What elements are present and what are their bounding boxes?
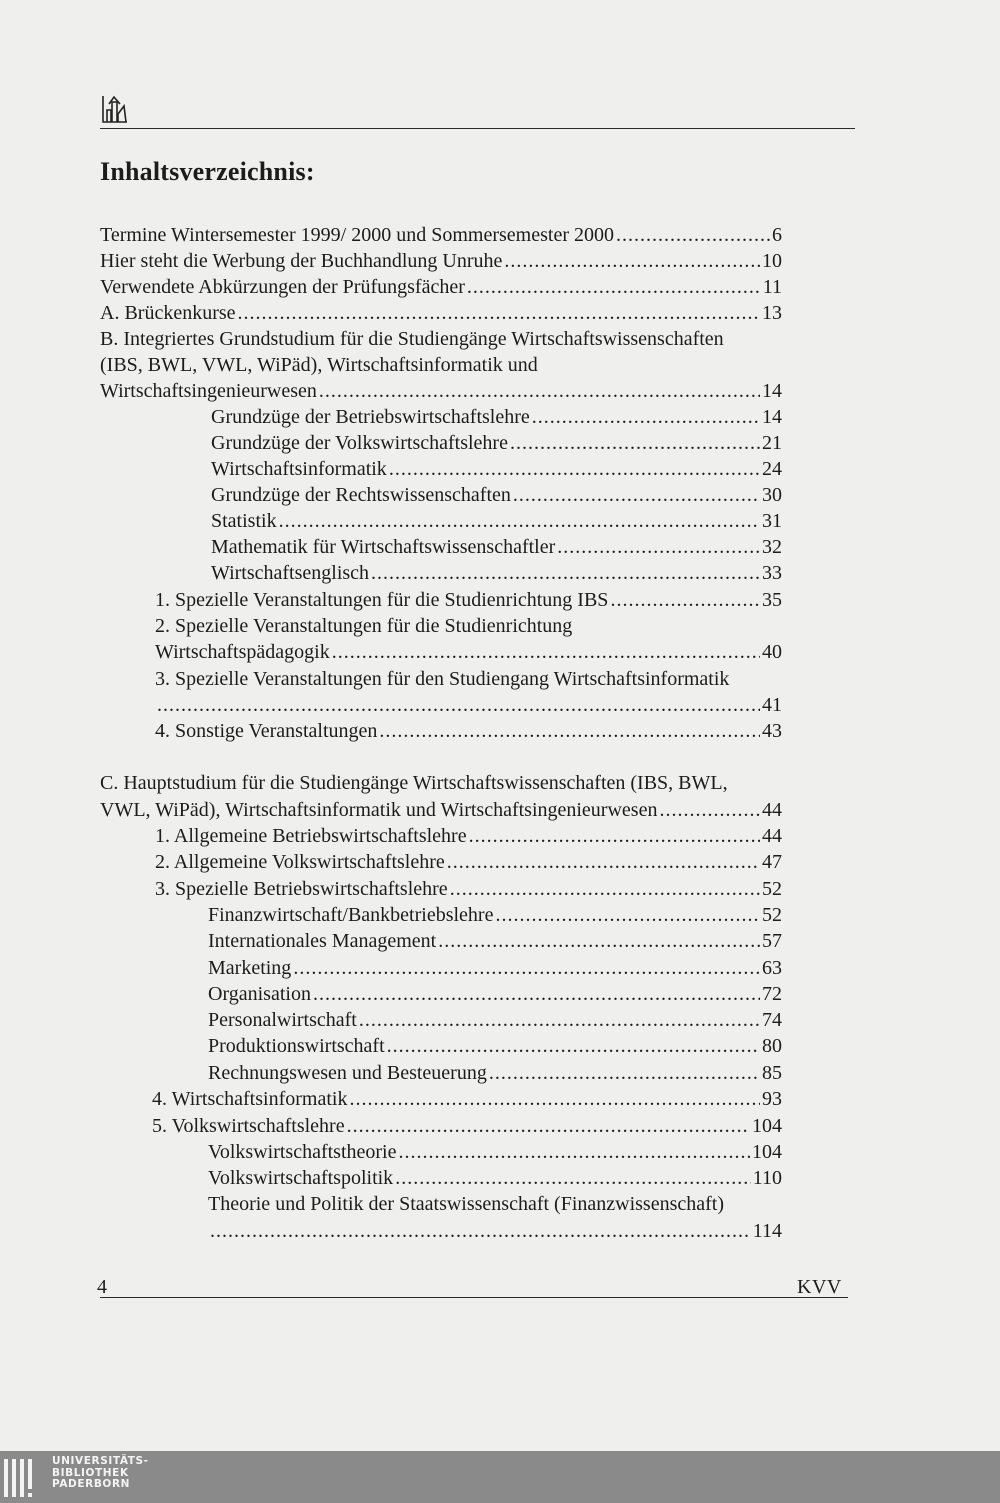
toc-entry bbox=[211, 534, 782, 560]
toc-entry-label: Volkswirtschaftstheorie bbox=[208, 1141, 397, 1163]
toc-entry-page: 52 bbox=[762, 878, 782, 900]
publisher-logo-icon bbox=[100, 92, 130, 126]
library-name bbox=[52, 1456, 149, 1491]
toc-leader-dots bbox=[238, 300, 760, 326]
toc-entry bbox=[155, 876, 782, 902]
toc-leader-dots bbox=[510, 430, 760, 456]
toc-entry-page: 21 bbox=[762, 432, 782, 454]
toc-entry-page: 47 bbox=[762, 851, 782, 873]
toc-entry-label: Grundzüge der Betriebswirtschaftslehre bbox=[211, 406, 530, 428]
toc-entry bbox=[208, 902, 782, 928]
library-watermark-bar bbox=[0, 1451, 1000, 1503]
toc-entry-page: 13 bbox=[762, 302, 782, 324]
toc-leader-dots bbox=[379, 718, 760, 744]
toc-entry-line: 3. Spezielle Veranstaltungen für den Studiengang Wirtschaftsinformatik bbox=[155, 668, 730, 690]
toc-entry-page: 43 bbox=[762, 720, 782, 742]
toc-entry-page: 31 bbox=[762, 510, 782, 532]
toc-leader-dots bbox=[395, 1165, 751, 1191]
toc-entry-label: Produktionswirtschaft bbox=[208, 1035, 385, 1057]
toc-entry-page: 110 bbox=[752, 1167, 782, 1189]
toc-entry-label: 2. Allgemeine Volkswirtschaftslehre bbox=[155, 851, 445, 873]
toc-leader-dots bbox=[157, 692, 760, 718]
toc-leader-dots bbox=[447, 849, 760, 875]
toc-entry bbox=[208, 1218, 782, 1244]
toc-entry bbox=[100, 378, 782, 404]
toc-leader-dots bbox=[359, 1007, 760, 1033]
footer-page-number: 4 bbox=[97, 1276, 107, 1298]
toc-entry bbox=[155, 587, 782, 613]
toc-entry-page: 44 bbox=[762, 799, 782, 821]
toc-entry bbox=[100, 797, 782, 823]
toc-entry bbox=[155, 692, 782, 718]
toc-entry-page: 72 bbox=[762, 983, 782, 1005]
toc-leader-dots bbox=[616, 222, 770, 248]
toc-leader-dots bbox=[279, 508, 760, 534]
toc-leader-dots bbox=[659, 797, 760, 823]
toc-entry bbox=[208, 1165, 782, 1191]
toc-entry bbox=[155, 823, 782, 849]
toc-entry bbox=[211, 430, 782, 456]
toc-entry-label: Termine Wintersemester 1999/ 2000 und Sommersemester 2000 bbox=[100, 224, 614, 246]
toc-entry bbox=[211, 456, 782, 482]
toc-leader-dots bbox=[450, 876, 760, 902]
toc-entry bbox=[152, 1086, 782, 1112]
toc-entry bbox=[155, 718, 782, 744]
toc-entry-page: 24 bbox=[762, 458, 782, 480]
toc-entry-page: 35 bbox=[762, 589, 782, 611]
toc-entry-label: Grundzüge der Rechtswissenschaften bbox=[211, 484, 511, 506]
toc-entry-line: 2. Spezielle Veranstaltungen für die Studienrichtung bbox=[155, 615, 573, 637]
toc-entry-label: Personalwirtschaft bbox=[208, 1009, 357, 1031]
toc-entry-label: 1. Allgemeine Betriebswirtschaftslehre bbox=[155, 825, 467, 847]
toc-leader-dots bbox=[319, 378, 760, 404]
toc-entry-page: 93 bbox=[762, 1088, 782, 1110]
toc-leader-dots bbox=[210, 1218, 751, 1244]
toc-entry bbox=[211, 560, 782, 586]
toc-entry bbox=[155, 639, 782, 665]
library-name-line: PADERBORN bbox=[52, 1478, 131, 1490]
toc-leader-dots bbox=[610, 587, 760, 613]
toc-entry bbox=[208, 928, 782, 954]
footer-code: KVV bbox=[797, 1276, 842, 1298]
toc-entry bbox=[100, 222, 782, 248]
toc-entry-label: VWL, WiPäd), Wirtschaftsinformatik und Wirtschaftsingenieurwesen bbox=[100, 799, 658, 821]
toc-entry bbox=[208, 1033, 782, 1059]
toc-entry-page: 44 bbox=[762, 825, 782, 847]
toc-leader-dots bbox=[399, 1139, 751, 1165]
toc-entry-label: 4. Sonstige Veranstaltungen bbox=[155, 720, 378, 742]
toc-leader-dots bbox=[504, 248, 760, 274]
toc-entry-label: Marketing bbox=[208, 957, 292, 979]
toc-entry-page: 30 bbox=[762, 484, 782, 506]
toc-entry-page: 14 bbox=[762, 406, 782, 428]
toc-entry-page: 57 bbox=[762, 930, 782, 952]
toc-entry-page: 33 bbox=[762, 562, 782, 584]
toc-entry-page: 11 bbox=[762, 276, 782, 298]
toc-leader-dots bbox=[387, 1033, 760, 1059]
toc-entry-label: 5. Volkswirtschaftslehre bbox=[152, 1115, 345, 1137]
toc-entry bbox=[211, 404, 782, 430]
toc-entry-page: 40 bbox=[762, 641, 782, 663]
toc-entry-page: 52 bbox=[762, 904, 782, 926]
toc-entry-line: Theorie und Politik der Staatswissenschaft (Finanzwissenschaft) bbox=[208, 1193, 724, 1215]
toc-entry bbox=[208, 955, 782, 981]
toc-entry-label: Grundzüge der Volkswirtschaftslehre bbox=[211, 432, 508, 454]
toc-entry-label: Volkswirtschaftspolitik bbox=[208, 1167, 394, 1189]
toc-entry-page: 32 bbox=[762, 536, 782, 558]
toc-leader-dots bbox=[467, 274, 761, 300]
toc-entry-page: 14 bbox=[762, 380, 782, 402]
library-name-line: UNIVERSITÄTS- bbox=[52, 1455, 149, 1467]
toc-entry-page: 6 bbox=[772, 224, 782, 246]
toc-entry-label: Wirtschaftsingenieurwesen bbox=[100, 380, 317, 402]
library-logo-icon bbox=[4, 1459, 38, 1499]
toc-leader-dots bbox=[469, 823, 760, 849]
toc-entry-page: 104 bbox=[752, 1141, 782, 1163]
toc-entry-page: 63 bbox=[762, 957, 782, 979]
toc-entry bbox=[208, 1139, 782, 1165]
toc-entry-page: 114 bbox=[752, 1220, 782, 1242]
toc-entry bbox=[100, 274, 782, 300]
toc-entry-label: Verwendete Abkürzungen der Prüfungsfächer bbox=[100, 276, 465, 298]
toc-leader-dots bbox=[389, 456, 760, 482]
toc-entry-line: C. Hauptstudium für die Studiengänge Wirtschaftswissenschaften (IBS, BWL, bbox=[100, 772, 728, 794]
toc-entry bbox=[208, 1060, 782, 1086]
toc-entry bbox=[152, 1113, 782, 1139]
toc-entry-page: 104 bbox=[752, 1115, 782, 1137]
toc-entry-label: Rechnungswesen und Besteuerung bbox=[208, 1062, 487, 1084]
toc-entry-label: Organisation bbox=[208, 983, 311, 1005]
toc-entry-label: 3. Spezielle Betriebswirtschaftslehre bbox=[155, 878, 448, 900]
toc-entry-label: Finanzwirtschaft/Bankbetriebslehre bbox=[208, 904, 494, 926]
toc-entry-page: 74 bbox=[762, 1009, 782, 1031]
page-title: Inhaltsverzeichnis: bbox=[100, 157, 315, 186]
toc-leader-dots bbox=[513, 482, 760, 508]
toc-leader-dots bbox=[532, 404, 760, 430]
toc-entry-page: 10 bbox=[762, 250, 782, 272]
toc-entry bbox=[155, 849, 782, 875]
toc-entry bbox=[208, 1007, 782, 1033]
toc-entry-label: 4. Wirtschaftsinformatik bbox=[152, 1088, 348, 1110]
toc-entry bbox=[208, 981, 782, 1007]
toc-leader-dots bbox=[489, 1060, 760, 1086]
toc-leader-dots bbox=[313, 981, 760, 1007]
toc-leader-dots bbox=[349, 1086, 760, 1112]
toc-leader-dots bbox=[371, 560, 760, 586]
toc-entry-label: Wirtschaftsinformatik bbox=[211, 458, 387, 480]
toc-leader-dots bbox=[293, 955, 760, 981]
toc-entry bbox=[100, 248, 782, 274]
toc-entry-label: A. Brückenkurse bbox=[100, 302, 236, 324]
toc-entry-label: Mathematik für Wirtschaftswissenschaftler bbox=[211, 536, 556, 558]
toc-leader-dots bbox=[438, 928, 760, 954]
toc-entry-line: (IBS, BWL, VWL, WiPäd), Wirtschaftsinformatik und bbox=[100, 354, 538, 376]
toc-entry-label: Wirtschaftsenglisch bbox=[211, 562, 370, 584]
toc-entry-label: Statistik bbox=[211, 510, 277, 532]
toc-leader-dots bbox=[347, 1113, 750, 1139]
toc-entry bbox=[211, 482, 782, 508]
toc-leader-dots bbox=[557, 534, 760, 560]
toc-entry-label: Hier steht die Werbung der Buchhandlung Unruhe bbox=[100, 250, 503, 272]
toc-entry-label: 1. Spezielle Veranstaltungen für die Studienrichtung IBS bbox=[155, 589, 609, 611]
toc-entry-page: 85 bbox=[762, 1062, 782, 1084]
library-name-line: BIBLIOTHEK bbox=[52, 1466, 129, 1479]
toc-entry bbox=[100, 300, 782, 326]
toc-entry bbox=[211, 508, 782, 534]
toc-leader-dots bbox=[495, 902, 760, 928]
toc-entry-label: Internationales Management bbox=[208, 930, 437, 952]
footer-rule bbox=[100, 1297, 848, 1298]
header-rule bbox=[100, 128, 855, 129]
toc-entry-label: Wirtschaftspädagogik bbox=[155, 641, 330, 663]
toc-entry-page: 80 bbox=[762, 1035, 782, 1057]
toc-entry-page: 41 bbox=[762, 694, 782, 716]
toc-entry-line: B. Integriertes Grundstudium für die Studiengänge Wirtschaftswissenschaften bbox=[100, 328, 724, 350]
toc-leader-dots bbox=[332, 639, 760, 665]
